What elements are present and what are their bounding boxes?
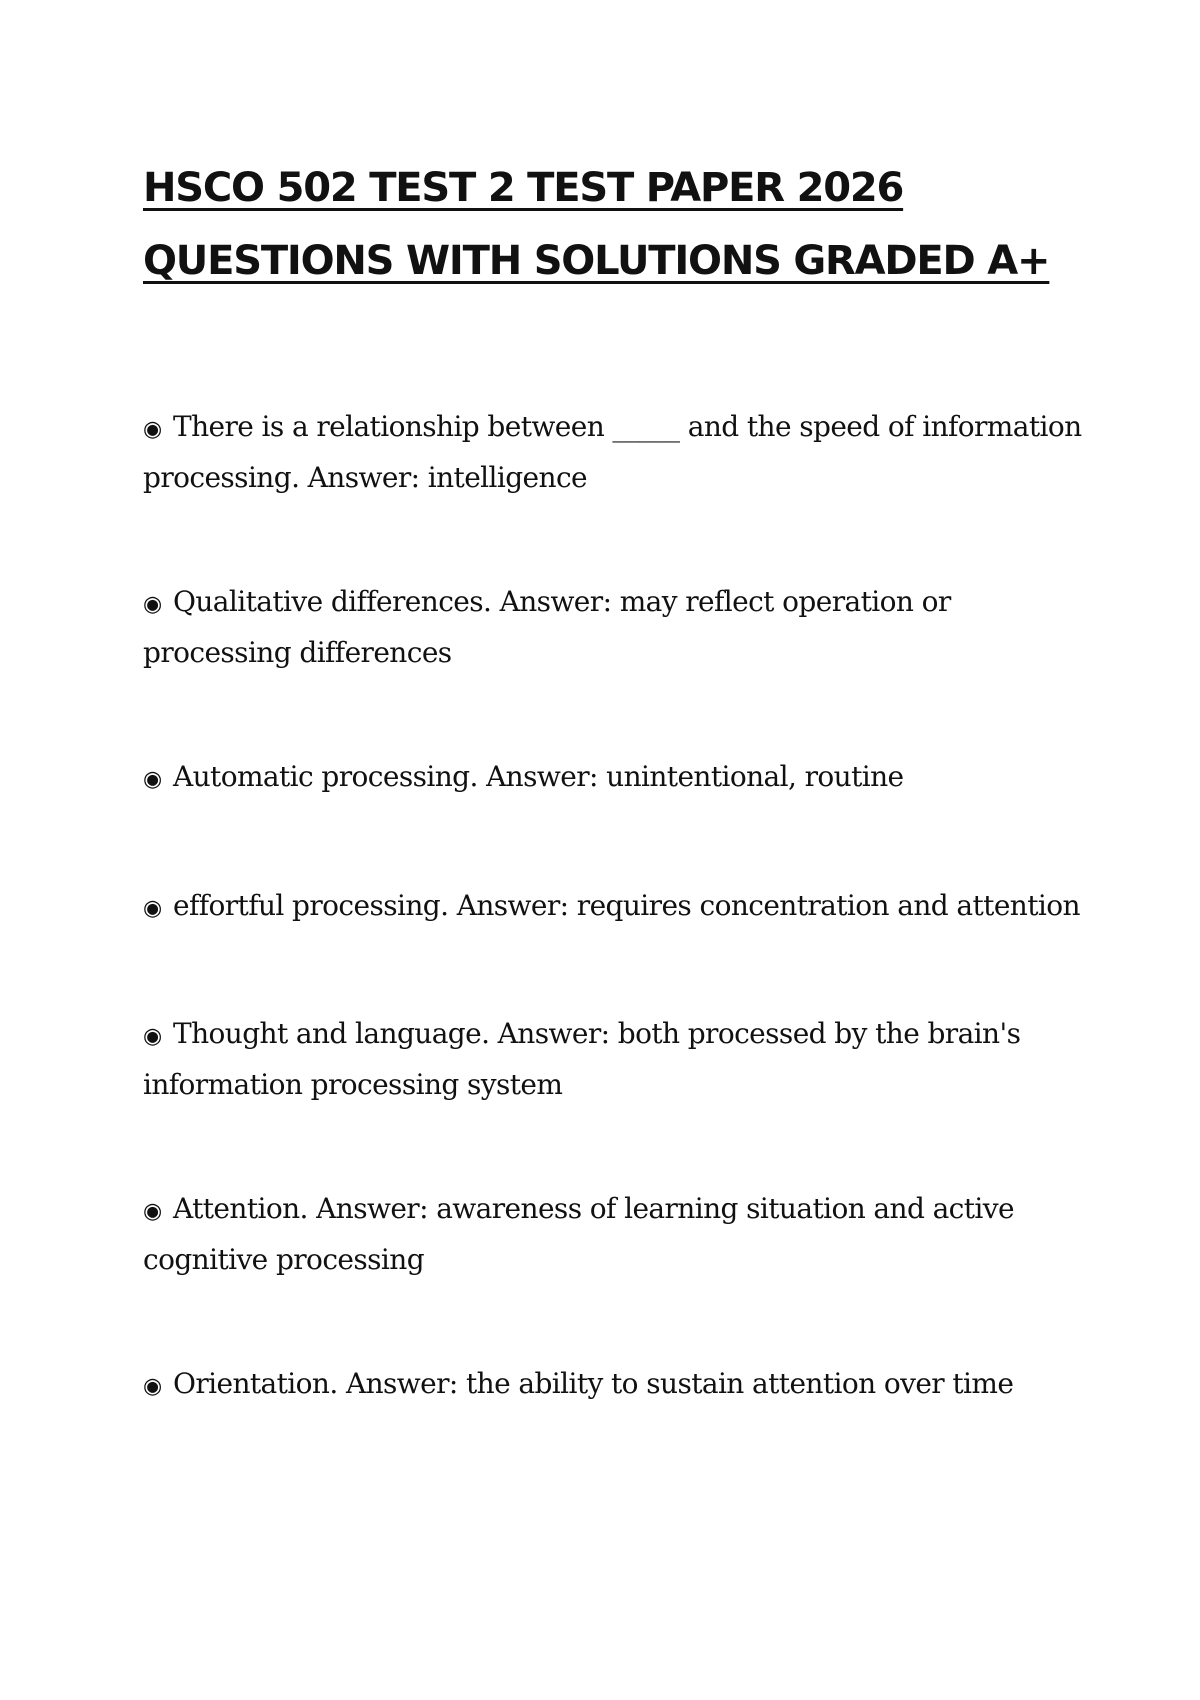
- bullet-icon: ◉: [143, 1374, 162, 1399]
- title-line-2: QUESTIONS WITH SOLUTIONS GRADED A+: [143, 238, 1050, 284]
- qa-text: Attention. Answer: awareness of learning situation and active cognitive processing: [143, 1192, 1014, 1276]
- bullet-icon: ◉: [143, 896, 162, 921]
- title-line-1: HSCO 502 TEST 2 TEST PAPER 2026: [143, 165, 904, 211]
- qa-text: Automatic processing. Answer: unintentional, routine: [173, 760, 904, 793]
- qa-item: [143, 1185, 1083, 1284]
- qa-item: [143, 1010, 1083, 1109]
- bullet-icon: ◉: [143, 1199, 162, 1224]
- qa-item: [143, 1360, 1083, 1411]
- qa-item: [143, 403, 1083, 502]
- qa-text: effortful processing. Answer: requires concentration and attention: [173, 889, 1080, 922]
- bullet-icon: ◉: [143, 767, 162, 792]
- bullet-icon: ◉: [143, 417, 162, 442]
- qa-text: Qualitative differences. Answer: may reflect operation or processing differences: [143, 585, 951, 669]
- qa-text: Orientation. Answer: the ability to sustain attention over time: [173, 1367, 1014, 1400]
- qa-text: There is a relationship between _____ and the speed of information processing. Answer: intelligence: [143, 410, 1082, 494]
- qa-item: [143, 578, 1083, 677]
- qa-text: Thought and language. Answer: both processed by the brain's information processing system: [143, 1017, 1021, 1101]
- bullet-icon: ◉: [143, 1024, 162, 1049]
- qa-item: [143, 753, 1083, 804]
- bullet-icon: ◉: [143, 592, 162, 617]
- qa-item: [143, 882, 1083, 933]
- document-title: [143, 152, 1103, 298]
